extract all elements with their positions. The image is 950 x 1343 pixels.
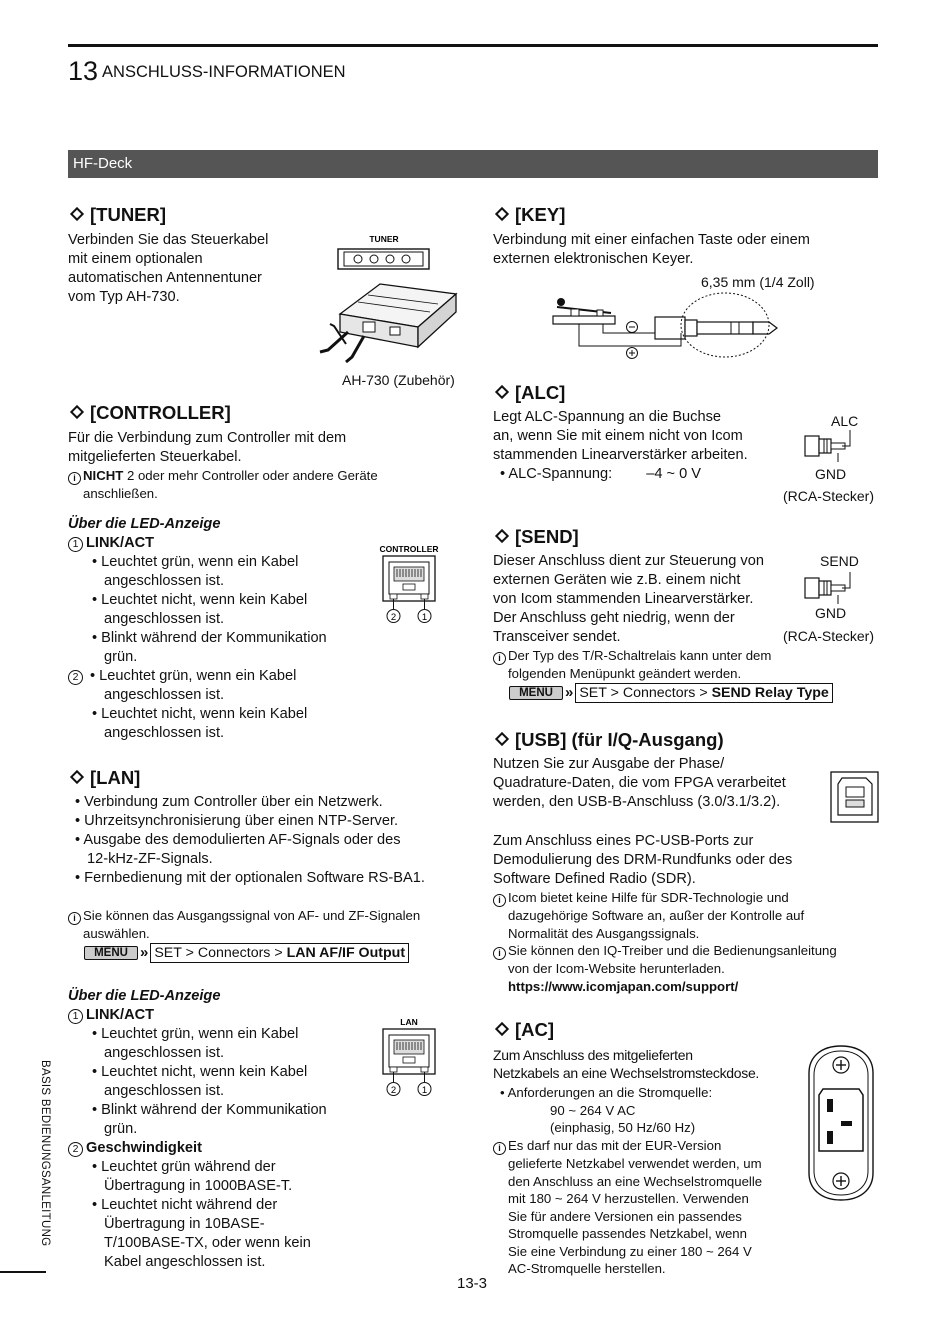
phone-plug-image — [655, 317, 777, 339]
circled-number: 2 — [68, 670, 83, 685]
send-heading: [SEND] — [493, 526, 579, 548]
ac-requirements: • Anforderungen an die Stromquelle: 90 ~ 264 V AC (einphasig, 50 Hz/60 Hz) — [500, 1085, 713, 1135]
page-number: 13-3 — [457, 1275, 488, 1292]
lan-menu-path: MENU » SET > Connectors > LAN AF/IF Output — [68, 943, 409, 963]
lan-heading: [LAN] — [68, 767, 140, 789]
key-heading: [KEY] — [493, 204, 565, 226]
lan-led-title: Über die LED-Anzeige — [68, 988, 221, 1004]
ah730-tuner-image — [320, 284, 456, 362]
ac-inlet-diagram — [803, 1043, 879, 1203]
circled-number: 2 — [68, 1142, 83, 1157]
svg-text:1: 1 — [421, 1085, 428, 1096]
note-icon: i — [493, 652, 506, 665]
send-gnd-label: GND — [815, 605, 847, 621]
sidebar-label: BASIS BEDIENUNGSANLEITUNG — [39, 1060, 51, 1247]
circled-number: 1 — [68, 537, 83, 552]
usb-notes: i Icom bietet keine Hilfe für SDR-Technologie und dazugehörige Software an, außer der Kontrolle auf Normalität des Ausgangssignals. i Sie können den IQ-Treiber und die Bedienungsanleitung von der Icom-Website herunterladen. https://www.icomjapan.com/support/ — [493, 889, 878, 995]
lan-note: i Sie können das Ausgangssignal von AF- und ZF-Signalen auswählen. — [68, 907, 488, 943]
tuner-caption: AH-730 (Zubehör) — [342, 372, 455, 388]
header-rule — [68, 44, 878, 47]
lan-jack-label: LAN — [400, 1017, 418, 1027]
key-diagram — [545, 289, 790, 364]
usb-heading: [USB] (für I/Q-Ausgang) — [493, 729, 724, 751]
send-text: Dieser Anschluss dient zur Steuerung von externen Geräten wie z.B. einem nicht von Icom stammenden Linearverstärker. Der Anschluss geht niedrig, wenn der Transceiver sendet. — [493, 553, 764, 645]
double-chevron-icon: » — [140, 944, 149, 961]
diamond-icon — [495, 207, 509, 221]
morse-key-image — [553, 298, 615, 324]
chapter-number: 13 — [68, 56, 99, 86]
usb-b-port-diagram — [830, 771, 880, 824]
alc-plug-caption: (RCA-Stecker) — [783, 488, 875, 504]
tuner-text: Verbinden Sie das Steuerkabel mit einem optionalen automatischen Antennentuner vom Typ AH-730. — [68, 232, 269, 305]
support-url[interactable]: https://www.icomjapan.com/support/ — [508, 978, 739, 994]
note-icon: i — [68, 912, 81, 925]
note-icon: i — [493, 947, 506, 960]
usb-text2: Zum Anschluss eines PC-USB-Ports zur Demodulierung des DRM-Rundfunks oder des Software Defined Radio (SDR). — [493, 833, 793, 887]
lan-jack-diagram — [374, 1016, 444, 1101]
ac-note: i Es darf nur das mit der EUR-Version gelieferte Netzkabel verwendet werden, um den Anschluss an eine Wechselstromquelle mit 180 ~ 264 V herzustellen. Verwenden Sie für andere Versionen ein passendes Stromquelle passendes Netzkabel, wenn Sie eine Verbindung zu einer 180 ~ 264 V AC-Stromquelle herstellen. — [493, 1137, 793, 1278]
note-icon: i — [493, 894, 506, 907]
alc-gnd-label: GND — [815, 466, 847, 482]
controller-text: Für die Verbindung zum Controller mit dem mitgelieferten Steuerkabel. — [68, 430, 347, 465]
sidebar-rule — [0, 1271, 46, 1273]
svg-text:2: 2 — [390, 1085, 397, 1096]
send-menu-path: MENU » SET > Connectors > SEND Relay Type — [493, 683, 833, 703]
controller-jack-diagram — [374, 543, 444, 628]
note-icon: i — [68, 472, 81, 485]
controller-note: i NICHT 2 oder mehr Controller oder andere Geräte anschließen. — [68, 467, 468, 503]
lan-bullets: • Verbindung zum Controller über ein Netzwerk. • Uhrzeitsynchronisierung über einen NTP-Server. • Ausgabe des demodulierten AF-Signals oder des 12-kHz-ZF-Signals. • Fernbedienung mit der optionalen Software RS-BA1. — [75, 794, 425, 886]
note-icon: i — [493, 1142, 506, 1155]
menu-key-icon: MENU — [509, 686, 563, 700]
diamond-icon — [495, 385, 509, 399]
tuner-diagram — [318, 232, 463, 372]
tuner-jack-label: TUNER — [369, 234, 399, 244]
chapter-title: ANSCHLUSS-INFORMATIONEN — [102, 63, 346, 81]
circled-number: 1 — [68, 1009, 83, 1024]
double-chevron-icon: » — [565, 684, 574, 701]
lan-led-list: 1 LINK/ACT • Leuchtet grün, wenn ein Kabel angeschlossen ist. • Leuchtet nicht, wenn kein Kabel angeschlossen ist. • Blinkt während der Kommunikation grün. 2 Geschwindigkeit • Leuchtet grün während der Übertragung in 1000BASE-T. • Leuchtet nicht während der Übertragung in 10BASE- T/100BASE-TX, oder wenn kein Kabel angeschlossen ist. — [68, 1006, 368, 1272]
alc-heading: [ALC] — [493, 382, 565, 404]
ac-heading: [AC] — [493, 1019, 554, 1041]
diamond-icon — [495, 529, 509, 543]
key-text: Verbindung mit einer einfachen Taste oder einem externen elektronischen Keyer. — [493, 232, 810, 267]
diamond-icon — [70, 770, 84, 784]
alc-text: Legt ALC-Spannung an die Buchse an, wenn Sie mit einem nicht von Icom stammenden Linearverstärker arbeiten. • ALC-Spannung: –4 ~ 0 V — [493, 409, 748, 482]
send-rca-plug-diagram — [800, 570, 860, 606]
controller-led-title: Über die LED-Anzeige — [68, 516, 221, 532]
diamond-icon — [495, 1022, 509, 1036]
svg-text:1: 1 — [421, 612, 428, 623]
controller-heading: [CONTROLLER] — [68, 402, 231, 424]
diamond-icon — [70, 405, 84, 419]
alc-plug-label: ALC — [831, 413, 859, 429]
chapter-heading — [68, 56, 346, 87]
send-plug-caption: (RCA-Stecker) — [783, 628, 875, 644]
menu-key-icon: MENU — [84, 946, 138, 960]
key-plug-label: 6,35 mm (1/4 Zoll) — [701, 274, 815, 290]
controller-led-list: 1 LINK/ACT • Leuchtet grün, wenn ein Kabel angeschlossen ist. • Leuchtet nicht, wenn kein Kabel angeschlossen ist. • Blinkt während der Kommunikation grün. 2 • Leuchtet grün, wenn ein Kabel angeschlossen ist. • Leuchtet nicht, wenn kein Kabel angeschlossen ist. — [68, 534, 368, 743]
alc-rca-plug-diagram — [800, 428, 860, 464]
ac-text: Zum Anschluss des mitgelieferten Netzkabels an eine Wechselstromsteckdose. — [493, 1047, 760, 1081]
controller-jack-label: CONTROLLER — [379, 544, 439, 554]
diamond-icon — [70, 207, 84, 221]
section-bar: HF-Deck — [68, 150, 878, 178]
tuner-heading: [TUNER] — [68, 204, 166, 226]
send-plug-label: SEND — [820, 553, 859, 569]
send-note: i Der Typ des T/R-Schaltrelais kann unter dem folgenden Menüpunkt geändert werden. — [493, 647, 813, 683]
usb-text: Nutzen Sie zur Ausgabe der Phase/ Quadrature-Daten, die vom FPGA verarbeitet werden, den USB-B-Anschluss (3.0/3.1/3.2). — [493, 756, 786, 810]
svg-text:2: 2 — [390, 612, 397, 623]
diamond-icon — [495, 732, 509, 746]
